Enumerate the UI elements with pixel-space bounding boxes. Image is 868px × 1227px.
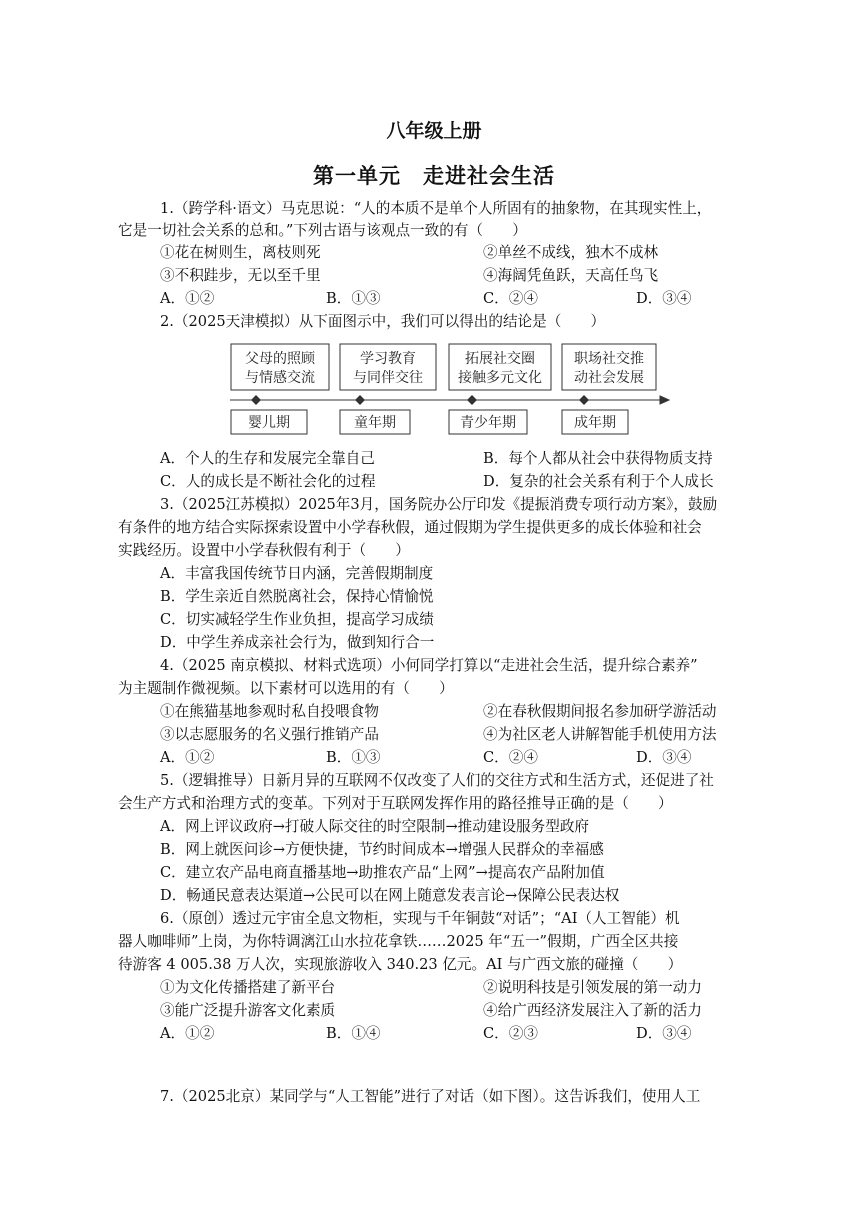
q6-choice-c: C．②③ [483, 1025, 538, 1042]
q6-item-4: ④给广西经济发展注入了新的活力 [483, 1002, 702, 1019]
q6-stem-line3: 待游客 4 005.38 万人次，实现旅游收入 340.23 亿元。AI 与广西文旅的碰撞（ ） [118, 956, 683, 973]
stage-label-4: 成年期 [574, 415, 616, 431]
stage-label-2: 童年期 [354, 415, 396, 431]
q1-item-1: ①花在树则生，离枝则死 [160, 244, 321, 261]
q3-choice-c: C．切实减轻学生作业负担，提高学习成绩 [160, 611, 434, 628]
q2-choice-c: C．人的成长是不断社会化的过程 [160, 473, 376, 490]
q1-choice-b: B．①③ [326, 290, 381, 307]
stage-box-4-line2: 动社会发展 [574, 370, 644, 386]
q4-item-4: ④为社区老人讲解智能手机使用方法 [483, 726, 717, 743]
stage-box-3-line1: 拓展社交圈 [465, 351, 535, 367]
q6-choice-a: A．①② [160, 1025, 215, 1042]
q7-stem-line1: 7.（2025北京）某同学与“人工智能”进行了对话（如下图）。这告诉我们，使用人工 [160, 1088, 701, 1105]
q3-choice-a: A．丰富我国传统节日内涵，完善假期制度 [160, 565, 434, 582]
q4-choice-a: A．①② [160, 749, 215, 766]
unit-title: 第一单元 走进社会生活 [313, 164, 555, 188]
q4-choice-d: D．③④ [636, 749, 692, 766]
stage-box-2-line2: 与同伴交往 [353, 370, 423, 386]
q5-choice-a: A．网上评议政府→打破人际交往的时空限制→推动建设服务型政府 [160, 818, 590, 835]
q1-choice-d: D．③④ [636, 290, 692, 307]
q3-choice-d: D．中学生养成亲社会行为，做到知行合一 [160, 634, 435, 651]
stage-box-1-line1: 父母的照顾 [245, 351, 315, 367]
q6-item-2: ②说明科技是引领发展的第一动力 [483, 979, 702, 996]
q6-stem-line1: 6.（原创）透过元宇宙全息文物柜，实现与千年铜鼓“对话”；“AI（人工智能）机 [160, 910, 680, 927]
stage-label-3: 青少年期 [460, 415, 516, 431]
q5-choice-b: B．网上就医问诊→方便快捷，节约时间成本→增强人民群众的幸福感 [160, 841, 604, 858]
q3-stem-line2: 有条件的地方结合实际探索设置中小学春秋假，通过假期为学生提供更多的成长体验和社会 [118, 519, 702, 536]
q5-stem-line2: 会生产方式和治理方式的变革。下列对于互联网发挥作用的路径推导正确的是（ ） [118, 795, 673, 812]
q4-item-1: ①在熊猫基地参观时私自投喂食物 [160, 703, 379, 720]
q2-choice-d: D．复杂的社会关系有利于个人成长 [483, 473, 714, 490]
q6-item-3: ③能广泛提升游客文化素质 [160, 1002, 336, 1019]
q3-stem-line1: 3.（2025江苏模拟）2025年3月，国务院办公厅印发《提振消费专项行动方案》，鼓励 [160, 496, 718, 513]
timeline-marker-2 [355, 395, 365, 405]
q4-stem-line1: 4.（2025 南京模拟、材料式选项）小何同学打算以“走进社会生活，提升综合素养” [160, 657, 698, 674]
q4-item-2: ②在春秋假期间报名参加研学游活动 [483, 703, 717, 720]
q3-stem-line3: 实践经历。设置中小学春秋假有利于（ ） [118, 542, 410, 559]
stage-box-2-line1: 学习教育 [360, 351, 416, 367]
q1-item-3: ③不积跬步，无以至千里 [160, 267, 321, 284]
q6-choice-b: B．①④ [326, 1025, 381, 1042]
q6-item-1: ①为文化传播搭建了新平台 [160, 979, 336, 996]
q4-stem-line2: 为主题制作微视频。以下素材可以选用的有（ ） [118, 680, 454, 697]
q6-stem-line2: 器人咖啡师”上岗，为你特调漓江山水拉花拿铁……2025 年“五一”假期，广西全区共接 [118, 933, 679, 950]
q3-choice-b: B．学生亲近自然脱离社会，保持心情愉悦 [160, 588, 434, 605]
q2-stem: 2.（2025天津模拟）从下面图示中，我们可以得出的结论是（ ） [160, 313, 606, 330]
q1-stem-line1: 1.（跨学科·语文）马克思说：“人的本质不是单个人所固有的抽象物，在其现实性上， [160, 200, 712, 217]
q5-choice-d: D．畅通民意表达渠道→公民可以在网上随意发表言论→保障公民表达权 [160, 887, 620, 904]
stage-box-3-line2: 接触多元文化 [458, 370, 542, 386]
growth-stage-diagram [0, 336, 868, 446]
q1-stem-line2: 它是一切社会关系的总和。”下列古语与该观点一致的有（ ） [118, 222, 527, 239]
stage-label-1: 婴儿期 [248, 415, 290, 431]
q1-item-4: ④海阔凭鱼跃，天高任鸟飞 [483, 267, 659, 284]
q4-choice-b: B．①③ [326, 749, 381, 766]
timeline-marker-4 [579, 395, 589, 405]
q4-item-3: ③以志愿服务的名义强行推销产品 [160, 726, 379, 743]
q2-choice-a: A．个人的生存和发展完全靠自己 [160, 450, 375, 467]
q1-choice-a: A．①② [160, 290, 215, 307]
q1-item-2: ②单丝不成线，独木不成林 [483, 244, 659, 261]
q2-choice-b: B．每个人都从社会中获得物质支持 [483, 450, 713, 467]
stage-box-1-line2: 与情感交流 [245, 370, 315, 386]
q5-stem-line1: 5.（逻辑推导）日新月异的互联网不仅改变了人们的交往方式和生活方式，还促进了社 [160, 772, 714, 789]
timeline-marker-1 [251, 395, 261, 405]
q1-choice-c: C．②④ [483, 290, 538, 307]
q6-choice-d: D．③④ [636, 1025, 692, 1042]
stage-box-4-line1: 职场社交推 [574, 351, 644, 367]
q5-choice-c: C．建立农产品电商直播基地→助推农产品“上网”→提高农产品附加值 [160, 864, 605, 881]
q4-choice-c: C．②④ [483, 749, 538, 766]
volume-title: 八年级上册 [386, 120, 482, 142]
timeline-marker-3 [467, 395, 477, 405]
